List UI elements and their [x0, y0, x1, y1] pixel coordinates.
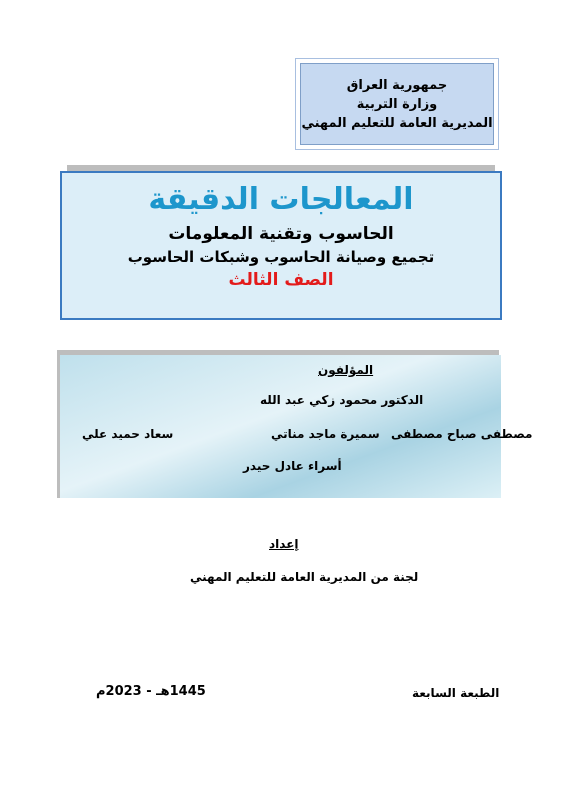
author-name: مصطفى صباح مصطفى	[391, 427, 533, 441]
author-name: سميرة ماجد مناتي	[271, 427, 380, 441]
edition-label: الطبعة السابعة	[412, 686, 500, 700]
author-name: الدكتور محمود زكي عبد الله	[260, 393, 424, 407]
book-subtitle-branch: تجميع وصيانة الحاسوب وشبكات الحاسوب	[127, 248, 435, 266]
authors-heading: المؤلفون	[318, 363, 374, 377]
book-title: المعالجات الدقيقة	[148, 182, 414, 217]
authors-box	[60, 355, 533, 498]
ministry-directorate: المديرية العامة للتعليم المهني	[301, 115, 493, 131]
ministry-country: جمهورية العراق	[346, 77, 448, 93]
ministry-name: وزارة التربية	[356, 96, 438, 112]
publication-year: 1445هـ - 2023م	[96, 684, 206, 699]
ministry-header-box	[300, 63, 494, 145]
grade-label: الصف الثالث	[228, 270, 334, 290]
book-subtitle-specialty: الحاسوب وتقنية المعلومات	[168, 224, 394, 244]
author-name: أسراء عادل حيدر	[243, 459, 342, 473]
preparation-committee: لجنة من المديرية العامة للتعليم المهني	[190, 570, 419, 584]
preparation-label: إعداد	[269, 537, 299, 551]
author-name: سعاد حميد علي	[82, 427, 174, 441]
title-box	[60, 171, 502, 320]
